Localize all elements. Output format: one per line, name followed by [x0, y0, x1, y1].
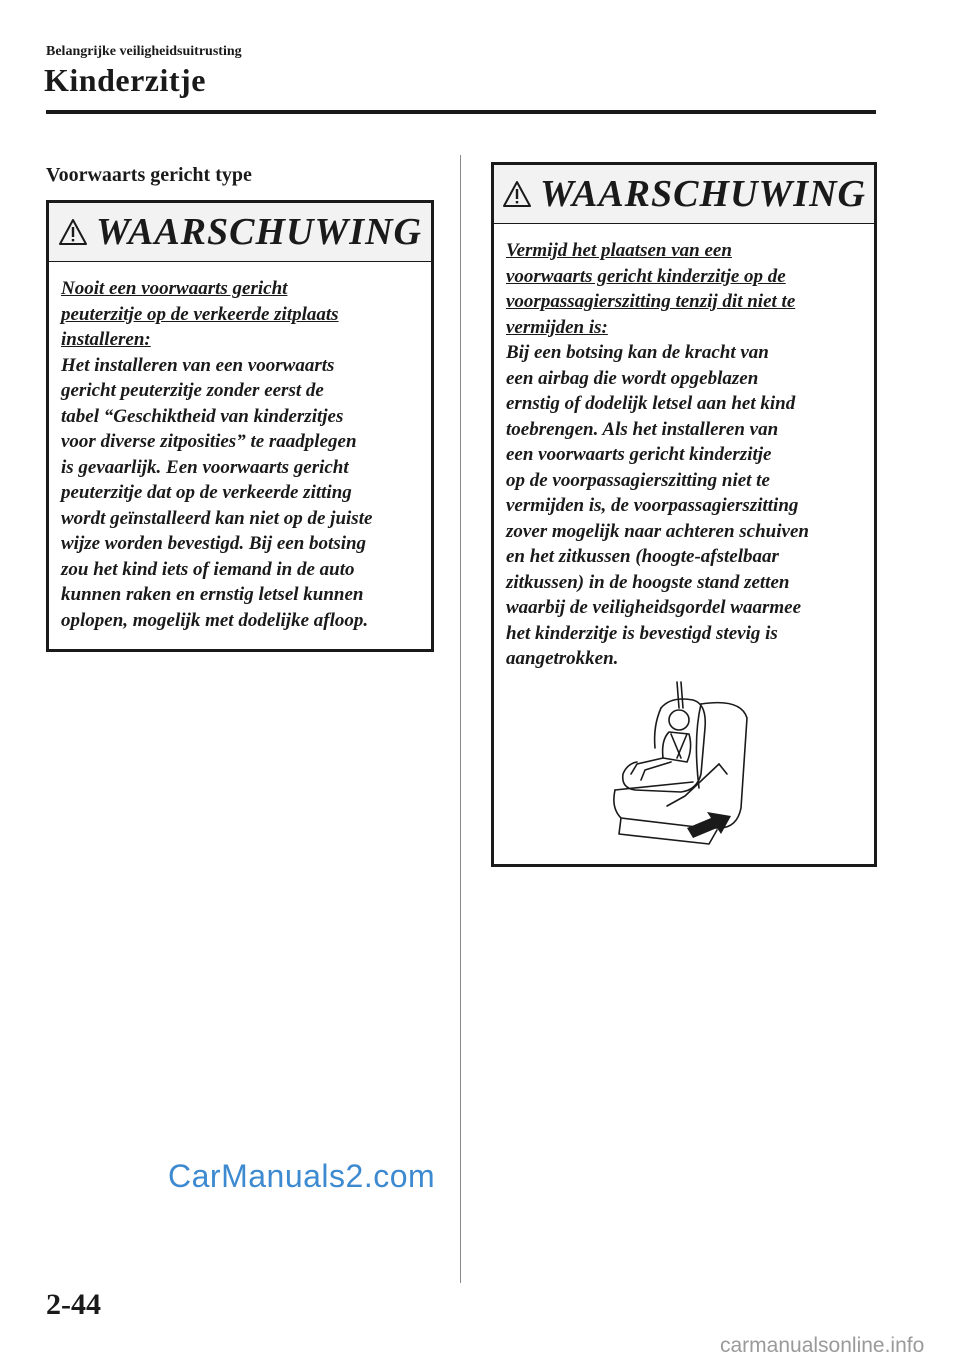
warning-box-left [46, 200, 434, 652]
warning-text-line: wordt geïnstalleerd kan niet op de juiste [61, 507, 373, 529]
watermark-logo: CarManuals2.com [168, 1158, 436, 1194]
warning-text-line: en het zitkussen (hoogte-afstelbaar [506, 546, 779, 567]
child-seat-illustration-icon [601, 678, 751, 846]
warning-header [494, 165, 874, 224]
warning-triangle-icon [58, 218, 88, 246]
warning-heading-line: voorwaarts gericht kinderzitje op de [506, 265, 786, 287]
warning-text-line: aangetrokken. [506, 648, 619, 669]
warning-heading-line: peuterzitje op de verkeerde zitplaats [61, 303, 339, 325]
warning-text-line: het kinderzitje is bevestigd stevig is [506, 622, 778, 644]
warning-heading-line: Vermijd het plaatsen van een [506, 240, 732, 261]
warning-text-line: kunnen raken en ernstig letsel kunnen [61, 584, 364, 605]
warning-text-line: peuterzitje dat op de verkeerde zitting [61, 482, 352, 503]
warning-text-line: ernstig of dodelijk letsel aan het kind [506, 393, 796, 414]
page-title: Kinderzitje [44, 62, 206, 98]
warning-text-line: Bij een botsing kan de kracht van [506, 342, 769, 363]
warning-text-line: tabel “Geschiktheid van kinderzitjes [61, 405, 344, 427]
warning-text-line: wijze worden bevestigd. Bij een botsing [61, 533, 367, 554]
warning-text-line: voor diverse zitposities” te raadplegen [61, 431, 357, 452]
warning-text-line: waarbij de veiligheidsgordel waarmee [506, 597, 802, 618]
warning-text-line: oplopen, mogelijk met dodelijke afloop. [61, 609, 369, 631]
warning-body [494, 224, 874, 672]
warning-body [49, 262, 431, 633]
column-divider [460, 155, 461, 1283]
page-number: 2-44 [46, 1288, 101, 1321]
warning-heading-line: Nooit een voorwaarts gericht [61, 278, 288, 299]
warning-text-line: zitkussen) in de hoogste stand zetten [506, 571, 790, 593]
warning-text-line: Het installeren van een voorwaarts [61, 354, 335, 376]
warning-title: WAARSCHUWING [96, 211, 422, 253]
warning-triangle-icon [502, 180, 532, 208]
warning-heading-line: voorpassagierszitting tenzij dit niet te [506, 291, 796, 312]
warning-text-line: gericht peuterzitje zonder eerst de [61, 380, 324, 401]
warning-text-line: is gevaarlijk. Een voorwaarts gericht [61, 456, 349, 478]
warning-text-line: een voorwaarts gericht kinderzitje [506, 444, 772, 465]
footer-site-text: carmanualsonline.info [720, 1334, 925, 1357]
warning-text-line: zover mogelijk naar achteren schuiven [506, 520, 809, 542]
warning-heading-line: vermijden is: [506, 316, 608, 338]
warning-heading-line: installeren: [61, 329, 151, 350]
warning-text-line: een airbag die wordt opgeblazen [506, 367, 759, 389]
section-label: Belangrijke veiligheidsuitrusting [46, 44, 242, 59]
warning-header [49, 203, 431, 262]
header-rule [46, 110, 876, 114]
section-subheading: Voorwaarts gericht type [46, 164, 252, 186]
warning-text-line: zou het kind iets of iemand in de auto [61, 558, 355, 580]
warning-text-line: toebrengen. Als het installeren van [506, 418, 779, 440]
warning-text-line: op de voorpassagierszitting niet te [506, 469, 770, 491]
warning-text-line: vermijden is, de voorpassagierszitting [506, 495, 799, 516]
warning-title: WAARSCHUWING [540, 173, 866, 215]
